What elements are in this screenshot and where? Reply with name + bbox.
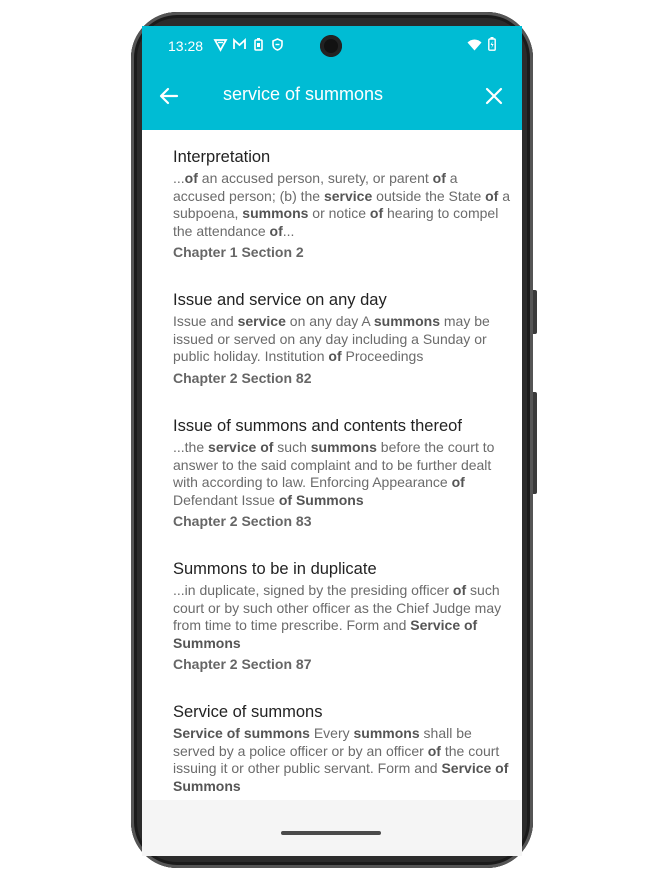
screen: [142, 26, 522, 856]
result-item[interactable]: [173, 290, 511, 387]
snippet-highlight: of: [328, 348, 342, 365]
battery-icon: [488, 37, 496, 54]
snippet-highlight: service of: [208, 439, 274, 455]
search-results-list: [142, 130, 522, 800]
gesture-nav-handle[interactable]: [281, 831, 381, 835]
result-location: Chapter 1 Section 2: [173, 244, 304, 261]
result-location: Chapter 2 Section 87: [173, 656, 312, 673]
snippet-highlight: Service of Summons: [173, 760, 509, 794]
snippet-highlight: summons: [373, 313, 440, 329]
back-arrow-icon[interactable]: [156, 83, 182, 109]
snippet-highlight: of: [369, 205, 384, 222]
snippet-text: the court issuing it or other public servant. Form and: [173, 742, 500, 777]
snippet-text: Every: [309, 725, 354, 741]
result-item[interactable]: [173, 559, 511, 673]
snippet-text: ...the: [173, 439, 209, 455]
result-title: Summons to be in duplicate: [173, 560, 377, 578]
snippet-text: on any day A: [285, 313, 374, 329]
snippet-text: ...in duplicate, signed by the presiding officer: [173, 582, 453, 598]
close-icon[interactable]: [482, 84, 506, 108]
snippet-text: hearing to compel the attendance: [173, 205, 499, 239]
snippet-highlight: of: [452, 582, 467, 598]
snippet-highlight: of Summons: [278, 491, 364, 508]
result-snippet: [173, 170, 511, 240]
result-title: Service of summons: [173, 703, 323, 721]
gmail-icon: [233, 38, 245, 51]
wifi-icon: [467, 38, 482, 54]
snippet-text: outside the State: [372, 187, 486, 204]
snippet-highlight: of: [485, 187, 499, 204]
result-title: Issue and service on any day: [173, 291, 387, 309]
snippet-highlight: of: [451, 474, 465, 491]
search-query[interactable]: service of summons: [223, 84, 384, 104]
snippet-highlight: service: [323, 187, 373, 204]
snippet-text: ...: [282, 222, 295, 239]
snippet-text: or notice: [308, 205, 370, 222]
status-time: 13:28: [168, 38, 204, 54]
status-notification-icons: [214, 38, 283, 51]
snippet-highlight: summons: [242, 205, 309, 222]
shield-icon: [271, 38, 283, 51]
result-snippet: [173, 582, 511, 652]
result-snippet: [173, 313, 511, 366]
snippet-text: Defendant Issue: [173, 491, 279, 508]
snippet-text: an accused person, surety, or parent: [197, 170, 433, 186]
result-location: Chapter 2 Section 83: [173, 513, 312, 530]
search-app-bar: [142, 64, 522, 130]
result-item[interactable]: [173, 147, 511, 261]
result-title: Interpretation: [173, 148, 271, 166]
snippet-text: Proceedings: [341, 348, 424, 365]
snippet-text: ...: [173, 170, 185, 186]
snippet-text: such court or by such other officer as the Chief Judge may from time to time prescribe. Form and: [173, 582, 502, 634]
snippet-highlight: of: [269, 222, 283, 239]
snippet-text: Issue and: [173, 313, 238, 329]
status-bar: [142, 26, 522, 64]
snippet-highlight: of: [184, 170, 198, 186]
snippet-text: shall be served by a police officer or by an officer: [173, 725, 472, 759]
result-snippet: [173, 725, 511, 795]
status-system-icons: [467, 37, 496, 54]
volume-button: [533, 290, 537, 334]
result-location: Chapter 2 Section 82: [173, 369, 312, 386]
phone-frame: [131, 12, 533, 868]
snippet-text: may be issued or served on any day including a Sunday or public holiday. Institution: [173, 313, 490, 365]
snippet-text: such: [273, 439, 311, 455]
result-snippet: [173, 439, 511, 509]
snippet-highlight: summons: [353, 725, 420, 741]
side-button: [533, 392, 537, 494]
vpn-triangle-icon: [214, 38, 226, 51]
bottom-area: [142, 800, 522, 856]
front-camera: [320, 35, 342, 57]
snippet-highlight: Service of summons: [173, 725, 310, 741]
battery-saver-icon: [252, 38, 264, 51]
snippet-highlight: Service of Summons: [173, 617, 478, 651]
snippet-text: a accused person; (b) the: [173, 170, 458, 204]
snippet-highlight: service: [237, 313, 286, 329]
snippet-highlight: of: [432, 170, 446, 186]
snippet-highlight: of: [427, 742, 441, 759]
snippet-text: a subpoena,: [173, 187, 511, 222]
result-item[interactable]: [173, 416, 511, 530]
result-title: Issue of summons and contents thereof: [173, 417, 462, 435]
snippet-text: before the court to answer to the said complaint and to be further dealt with according to law. Enforcing Appearance: [173, 439, 495, 491]
snippet-highlight: summons: [310, 439, 377, 455]
